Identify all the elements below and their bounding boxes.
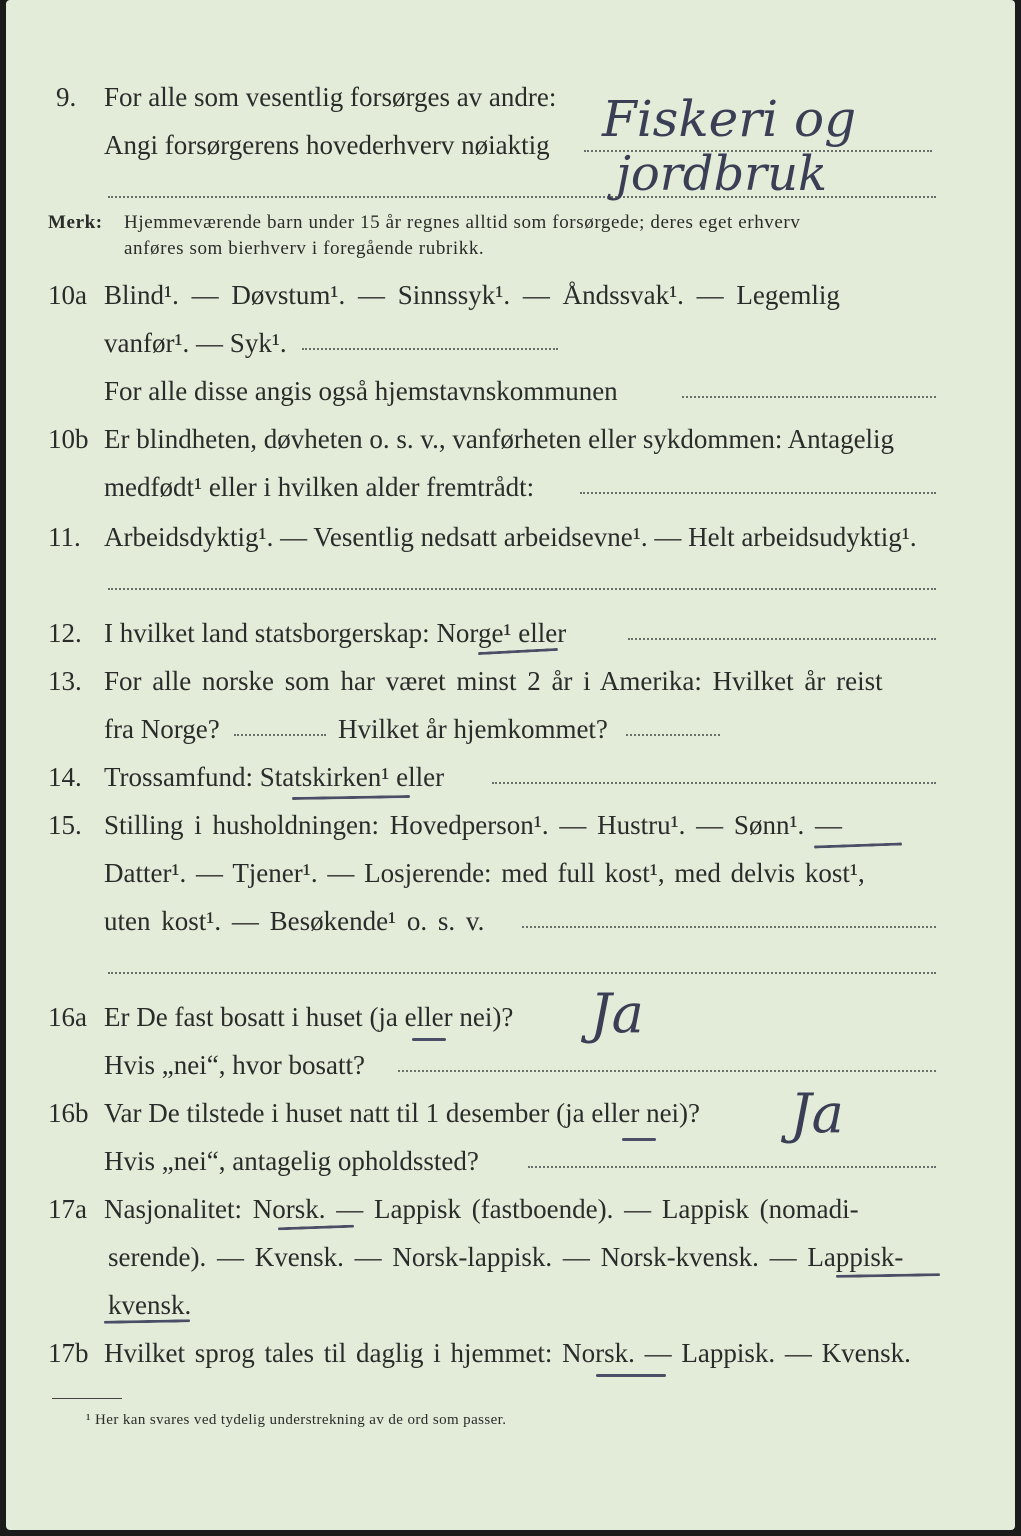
q9-number: 9. xyxy=(56,82,77,112)
q10a-number: 10a xyxy=(48,280,87,310)
q16b-answer-line xyxy=(528,1166,936,1168)
q13-number: 13. xyxy=(48,666,82,696)
q11-answer-line xyxy=(108,588,936,590)
q14-number: 14. xyxy=(48,762,82,792)
q16b-handwritten-answer: Ja xyxy=(790,1082,844,1145)
q14-statskirken-underline xyxy=(292,795,410,800)
merk-line1: Hjemmeværende barn under 15 år regnes alltid som forsørgede; deres eget erhverv xyxy=(124,212,801,233)
q11-number: 11. xyxy=(48,522,81,552)
q13-line1: For alle norske som har været minst 2 år i Amerika: Hvilket år reist xyxy=(104,666,883,696)
q16b-line1: Var De tilstede i huset natt til 1 desember (ja eller nei)? xyxy=(104,1098,701,1128)
q15-sonn-underline xyxy=(814,842,902,848)
census-form-page xyxy=(6,0,1015,1530)
footnote-rule xyxy=(52,1398,122,1399)
q17a-lappisk-kvensk-underline-1 xyxy=(836,1273,940,1278)
q15-line1: Stilling i husholdningen: Hovedperson¹. — Hustru¹. — Sønn¹. — xyxy=(104,810,843,840)
q9-line1: For alle som vesentlig forsørges av andre: xyxy=(104,82,557,112)
q16b-number: 16b xyxy=(48,1098,89,1128)
q10a-line1: Blind¹. — Døvstum¹. — Sinnssyk¹. — Åndssvak¹. — Legemlig xyxy=(104,280,840,310)
q16b-line2: Hvis „nei“, antagelig opholdssted? xyxy=(104,1146,479,1176)
q12-answer-line xyxy=(628,638,936,640)
q11-line1: Arbeidsdyktig¹. — Vesentlig nedsatt arbeidsevne¹. — Helt arbeidsudyktig¹. xyxy=(104,522,917,552)
q14-answer-line xyxy=(492,782,936,784)
q17b-number: 17b xyxy=(48,1338,89,1368)
q16a-ja-underline xyxy=(412,1038,446,1041)
q17a-norsk-underline xyxy=(278,1225,354,1231)
q10a-line2: vanfør¹. — Syk¹. xyxy=(104,328,287,358)
q10a-kommune-line xyxy=(682,396,936,398)
q17a-line1: Nasjonalitet: Norsk. — Lappisk (fastboende). — Lappisk (nomadi- xyxy=(104,1194,859,1224)
q10a-line3: For alle disse angis også hjemstavnskommunen xyxy=(104,376,618,406)
q10b-line1: Er blindheten, døvheten o. s. v., vanførheten eller sykdommen: Antagelig xyxy=(104,424,895,454)
q12-number: 12. xyxy=(48,618,82,648)
q9-handwritten-answer-1: Fiskeri og xyxy=(602,90,857,148)
footnote: ¹ Her kan svares ved tydelig understrekning av de ord som passer. xyxy=(86,1412,507,1428)
q14-line1: Trossamfund: Statskirken¹ eller xyxy=(104,762,445,792)
q16a-handwritten-answer: Ja xyxy=(590,982,644,1045)
q16a-answer-line xyxy=(398,1070,936,1072)
q16a-line1: Er De fast bosatt i huset (ja eller nei)? xyxy=(104,1002,514,1032)
q13-hjemkommet-line xyxy=(626,734,720,736)
q16a-line2: Hvis „nei“, hvor bosatt? xyxy=(104,1050,365,1080)
q17a-line2: serende). — Kvensk. — Norsk-lappisk. — Norsk-kvensk. — Lappisk- xyxy=(108,1242,904,1272)
q16b-ja-underline xyxy=(622,1138,656,1141)
q17b-line1: Hvilket sprog tales til daglig i hjemmet: Norsk. — Lappisk. — Kvensk. xyxy=(104,1338,911,1368)
q15-number: 15. xyxy=(48,810,82,840)
q16a-number: 16a xyxy=(48,1002,87,1032)
q12-line1: I hvilket land statsborgerskap: Norge¹ eller xyxy=(104,618,567,648)
q10b-line2: medfødt¹ eller i hvilken alder fremtrådt: xyxy=(104,472,535,502)
q10b-answer-line xyxy=(580,492,936,494)
q13-line2a: fra Norge? xyxy=(104,714,220,744)
q15-answer-line-2 xyxy=(108,972,936,974)
q13-line2b: Hvilket år hjemkommet? xyxy=(338,714,608,744)
merk-line2: anføres som bierhverv i foregående rubrikk. xyxy=(124,238,485,259)
q15-line2: Datter¹. — Tjener¹. — Losjerende: med full kost¹, med delvis kost¹, xyxy=(104,858,865,888)
q13-reist-line xyxy=(234,734,326,736)
q10a-syk-line xyxy=(302,348,558,350)
q15-line3: uten kost¹. — Besøkende¹ o. s. v. xyxy=(104,906,485,936)
q17b-norsk-underline xyxy=(596,1374,666,1377)
q17a-line3: kvensk. xyxy=(108,1290,192,1320)
q10b-number: 10b xyxy=(48,424,89,454)
q17a-lappisk-kvensk-underline-2 xyxy=(104,1319,190,1324)
q9-line2: Angi forsørgerens hovederhverv nøiaktig xyxy=(104,130,550,160)
q17a-number: 17a xyxy=(48,1194,87,1224)
merk-label: Merk: xyxy=(48,212,103,233)
q15-answer-line xyxy=(522,926,936,928)
q9-handwritten-answer-2: jordbruk xyxy=(616,146,828,202)
